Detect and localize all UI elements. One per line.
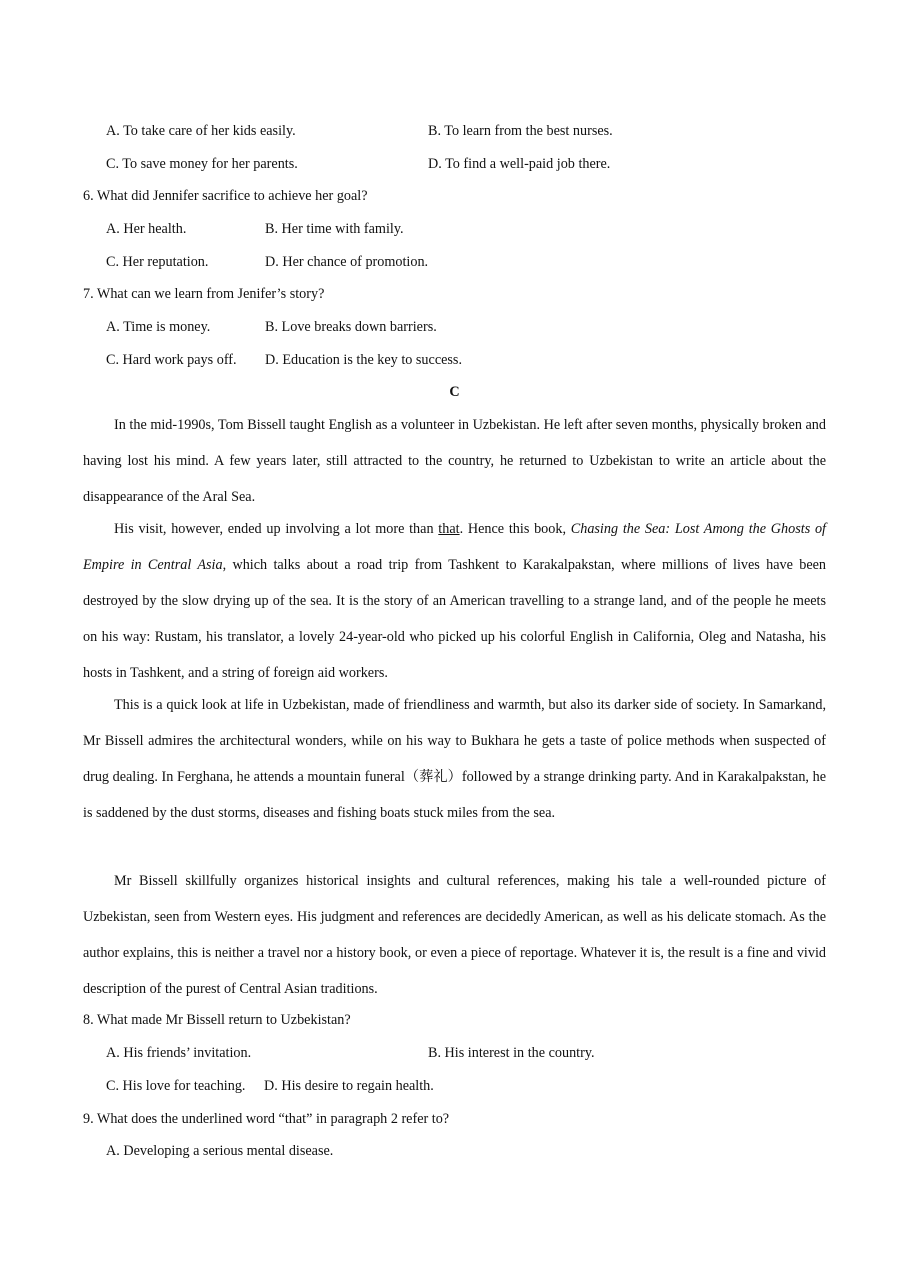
q7-option-a: A. Time is money.	[106, 319, 211, 335]
passage-paragraph-4: Mr Bissell skillfully organizes historical insights and cultural references, making his tale a well-rounded picture of Uzbekistan, seen from Western eyes. His judgment and references are decidedly American, as well as his delicate stomach. As the author explains, this is neither a travel nor a history book, or even a piece of reportage. Whatever it is, the result is a fine and vivid description of the purest of Central Asian traditions.	[83, 873, 826, 997]
q6-question: 6. What did Jennifer sacrifice to achieve her goal?	[83, 188, 368, 204]
q9-question: 9. What does the underlined word “that” in paragraph 2 refer to?	[83, 1111, 450, 1127]
passage-paragraph-1: In the mid-1990s, Tom Bissell taught English as a volunteer in Uzbekistan. He left after seven months, physically broken and having lost his mind. A few years later, still attracted to the country, he returned to Uzbekistan to write an article about the disappearance of the Aral Sea.	[83, 417, 826, 505]
p2-text-before: His visit, however, ended up involving a lot more than	[114, 521, 439, 537]
p2-text-middle: . Hence this book,	[459, 521, 571, 537]
q8-option-d: D. His desire to regain health.	[264, 1078, 434, 1094]
p2-text-after: , which talks about a road trip from Tashkent to Karakalpakstan, where millions of lives have been destroyed by the slow drying up of the sea. It is the story of an American travelling to a strange land, and of the people he meets on his way: Rustam, his translator, a lovely 24-year-old who picked up his colorful English in California, Oleg and Natasha, his hosts in Tashkent, and a string of foreign aid workers.	[83, 557, 827, 681]
q6-option-d: D. Her chance of promotion.	[265, 254, 429, 270]
q8-option-b: B. His interest in the country.	[428, 1045, 595, 1061]
section-heading: C	[449, 384, 460, 400]
q9-option-a: A. Developing a serious mental disease.	[106, 1143, 334, 1159]
q8-option-a: A. His friends’ invitation.	[106, 1045, 252, 1061]
book-title: Chasing the Sea: Lost Among the Ghosts of Empire in Central Asia	[83, 521, 827, 573]
q6-option-a: A. Her health.	[106, 221, 187, 237]
q6-option-c: C. Her reputation.	[106, 254, 209, 270]
q7-option-d: D. Education is the key to success.	[265, 352, 463, 368]
passage-paragraph-3: This is a quick look at life in Uzbekistan, made of friendliness and warmth, but also its darker side of society. In Samarkand, Mr Bissell admires the architectural wonders, while on his way to Bukhara he gets a taste of police methods when suspected of drug dealing. In Ferghana, he attends a mountain funeral（葬礼）followed by a strange drinking party. And in Karakalpakstan, he is saddened by the dust storms, diseases and fishing boats stuck miles from the sea.	[83, 697, 826, 821]
q5-option-a: A. To take care of her kids easily.	[106, 123, 296, 139]
q5-option-c: C. To save money for her parents.	[106, 156, 298, 172]
q6-option-b: B. Her time with family.	[265, 221, 404, 237]
q7-option-c: C. Hard work pays off.	[106, 352, 237, 368]
q7-question: 7. What can we learn from Jenifer’s story?	[83, 286, 325, 302]
q8-option-c: C. His love for teaching.	[106, 1078, 246, 1094]
underlined-word-that: that	[438, 521, 460, 537]
passage-paragraph-2	[83, 511, 826, 691]
q8-question: 8. What made Mr Bissell return to Uzbekistan?	[83, 1012, 351, 1028]
q5-option-d: D. To find a well-paid job there.	[428, 156, 611, 172]
q5-option-b: B. To learn from the best nurses.	[428, 123, 613, 139]
q7-option-b: B. Love breaks down barriers.	[265, 319, 437, 335]
